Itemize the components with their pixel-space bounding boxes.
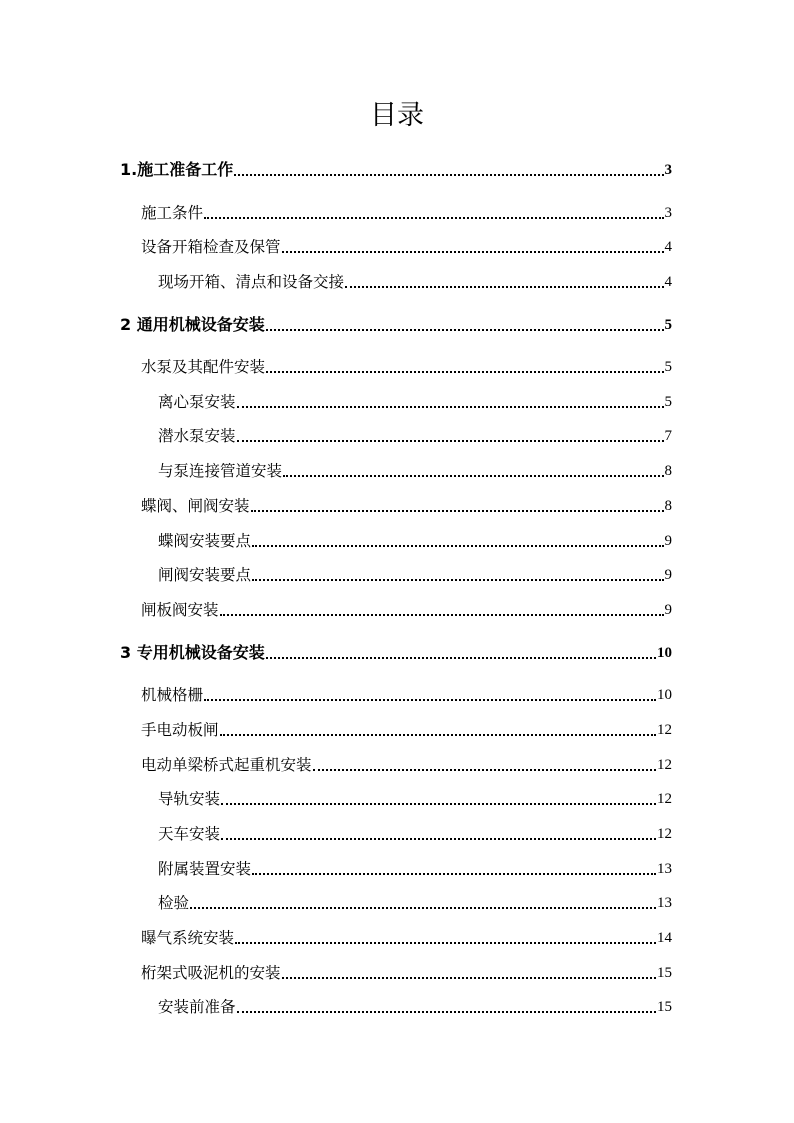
toc-page-number: 9	[664, 533, 672, 549]
toc-dot-leader	[237, 1011, 656, 1013]
toc-entry[interactable]	[141, 353, 672, 377]
toc-entry[interactable]	[158, 268, 672, 292]
toc-dot-leader	[266, 371, 663, 373]
toc-title: 目录	[370, 100, 424, 131]
toc-entry-label: 潜水泵安装	[158, 427, 236, 445]
toc-entry-label: 水泵及其配件安装	[141, 358, 266, 376]
toc-dot-leader	[235, 942, 656, 944]
toc-entry-label: 施工条件	[141, 204, 204, 222]
toc-page-number: 12	[657, 722, 672, 738]
toc-page-number: 10	[657, 645, 672, 661]
toc-dot-leader	[282, 251, 664, 253]
toc-entry-label: 离心泵安装	[158, 393, 236, 411]
toc-dot-leader	[313, 769, 656, 771]
toc-entry-label: 2 通用机械设备安装	[120, 315, 265, 334]
toc-entry[interactable]	[120, 311, 672, 335]
toc-entry[interactable]	[141, 716, 672, 740]
toc-entry[interactable]	[141, 959, 672, 983]
toc-entry-label: 闸阀安装要点	[158, 566, 252, 584]
toc-page-number: 4	[664, 274, 672, 290]
toc-entry-label: 3 专用机械设备安装	[120, 643, 265, 662]
toc-page-number: 3	[664, 162, 672, 178]
toc-page-number: 15	[657, 965, 672, 981]
toc-entry-label: 天车安装	[158, 825, 221, 843]
toc-dot-leader	[204, 217, 663, 219]
toc-entry[interactable]	[158, 855, 672, 879]
toc-entry[interactable]	[141, 199, 672, 223]
toc-dot-leader	[251, 510, 664, 512]
toc-entry-label: 电动单梁桥式起重机安装	[141, 756, 312, 774]
toc-entry-label: 蝶阀安装要点	[158, 532, 252, 550]
toc-page-number: 4	[664, 239, 672, 255]
toc-page-number: 5	[664, 317, 672, 333]
toc-page-number: 14	[657, 930, 672, 946]
toc-page-number: 8	[664, 498, 672, 514]
toc-dot-leader	[190, 907, 656, 909]
toc-dot-leader	[252, 873, 656, 875]
toc-dot-leader	[220, 614, 664, 616]
toc-entry-label: 设备开箱检查及保管	[141, 238, 281, 256]
toc-entry-label: 桁架式吸泥机的安装	[141, 964, 281, 982]
toc-entry-label: 检验	[158, 894, 190, 912]
toc-entry[interactable]	[141, 492, 672, 516]
toc-entry[interactable]	[158, 527, 672, 551]
toc-entry-label: 现场开箱、清点和设备交接	[158, 273, 345, 291]
toc-entry[interactable]	[120, 639, 672, 663]
toc-entry[interactable]	[158, 820, 672, 844]
toc-dot-leader	[283, 475, 663, 477]
toc-page-number: 12	[657, 826, 672, 842]
toc-dot-leader	[237, 406, 664, 408]
toc-entry[interactable]	[158, 889, 672, 913]
toc-dot-leader	[345, 286, 663, 288]
toc-entry[interactable]	[158, 457, 672, 481]
toc-page-number: 9	[664, 602, 672, 618]
toc-dot-leader	[204, 699, 656, 701]
toc-dot-leader	[234, 174, 663, 176]
toc-dot-leader	[221, 803, 656, 805]
toc-page-number: 12	[657, 791, 672, 807]
toc-entry[interactable]	[141, 233, 672, 257]
toc-entry[interactable]	[158, 993, 672, 1017]
toc-dot-leader	[237, 440, 664, 442]
toc-entry[interactable]	[141, 681, 672, 705]
toc-entry[interactable]	[158, 388, 672, 412]
toc-page-number: 10	[657, 687, 672, 703]
toc-entry[interactable]	[158, 561, 672, 585]
toc-entry-label: 闸板阀安装	[141, 601, 219, 619]
toc-entry[interactable]	[141, 924, 672, 948]
toc-entry-label: 机械格栅	[141, 686, 204, 704]
toc-entry-label: 蝶阀、闸阀安装	[141, 497, 250, 515]
toc-page-number: 5	[664, 359, 672, 375]
toc-entry-label: 安装前准备	[158, 998, 236, 1016]
toc-entry-label: 手电动板闸	[141, 721, 219, 739]
toc-entry-label: 曝气系统安装	[141, 929, 235, 947]
toc-entry[interactable]	[141, 596, 672, 620]
toc-entry-label: 附属装置安装	[158, 860, 252, 878]
toc-dot-leader	[266, 329, 664, 331]
toc-page-number: 5	[664, 394, 672, 410]
toc-entry[interactable]	[158, 422, 672, 446]
toc-entry-label: 导轨安装	[158, 790, 221, 808]
toc-entry-label: 1.施工准备工作	[120, 160, 234, 179]
toc-dot-leader	[220, 734, 656, 736]
toc-page-number: 3	[664, 205, 672, 221]
toc-page-number: 13	[657, 895, 672, 911]
toc-page-number: 15	[657, 999, 672, 1015]
toc-entry-label: 与泵连接管道安装	[158, 462, 283, 480]
toc-page-number: 9	[664, 567, 672, 583]
toc-dot-leader	[266, 657, 656, 659]
toc-page-number: 12	[657, 757, 672, 773]
toc-page-number: 8	[664, 463, 672, 479]
toc-page-number: 13	[657, 861, 672, 877]
toc-dot-leader	[252, 545, 663, 547]
toc-entry[interactable]	[120, 156, 672, 180]
toc-entry[interactable]	[141, 751, 672, 775]
toc-dot-leader	[282, 977, 656, 979]
toc-entry[interactable]	[158, 785, 672, 809]
toc-dot-leader	[221, 838, 656, 840]
toc-page-number: 7	[664, 428, 672, 444]
toc-dot-leader	[252, 579, 663, 581]
